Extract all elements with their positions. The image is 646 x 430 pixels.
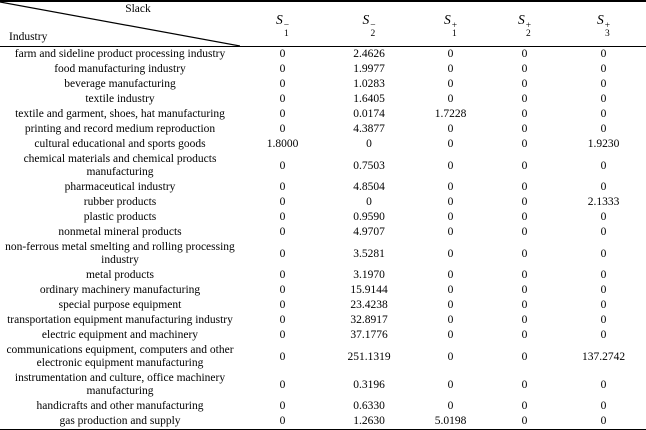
table-row xyxy=(0,225,646,240)
diagonal-header-cell xyxy=(0,1,240,47)
value-cell: 0 xyxy=(279,226,286,238)
value-cell: 0 xyxy=(366,138,372,150)
value-cell: 0 xyxy=(279,269,286,281)
industry-cell: gas production and supply xyxy=(59,415,181,427)
value-cell: 0 xyxy=(521,269,528,281)
industry-cell: ordinary machinery manufacturing xyxy=(39,284,201,296)
value-cell: 5.0198 xyxy=(434,415,467,427)
table-row xyxy=(0,62,646,77)
value-cell: 3.1970 xyxy=(353,269,385,281)
value-cell: 0.3196 xyxy=(353,378,385,391)
value-cell: 0 xyxy=(600,299,607,311)
industry-cell: electric equipment and machinery xyxy=(41,329,199,341)
table-row xyxy=(0,107,646,122)
value-cell: 0 xyxy=(521,211,528,223)
table-row xyxy=(0,47,646,63)
table-row xyxy=(0,195,646,210)
value-cell: 0 xyxy=(279,63,286,75)
value-cell: 137.2742 xyxy=(581,350,626,363)
industry-cell: metal products xyxy=(85,269,155,281)
industry-cell: nonmetal mineral products xyxy=(58,226,182,238)
table-row xyxy=(0,137,646,152)
s-symbol: S xyxy=(596,11,604,27)
value-cell: 4.3877 xyxy=(353,123,385,135)
value-cell: 0 xyxy=(447,269,454,281)
table-row xyxy=(0,414,646,430)
value-cell: 0 xyxy=(447,247,454,260)
value-cell: 0 xyxy=(521,329,528,341)
table-row xyxy=(0,283,646,298)
table-body xyxy=(0,47,646,430)
s-sub-sup: + 2 xyxy=(525,20,532,39)
s-sub-sup: + 1 xyxy=(451,20,458,39)
table-row xyxy=(0,77,646,92)
value-cell: 0 xyxy=(600,284,607,296)
value-cell: 0 xyxy=(521,400,528,412)
industry-cell: instrumentation and culture, office machinery manufacturing xyxy=(14,372,226,397)
value-cell: 0.0174 xyxy=(353,108,385,120)
value-cell: 0 xyxy=(447,226,454,238)
value-cell: 0 xyxy=(521,247,528,260)
industry-cell: non-ferrous metal smelting and rolling processing industry xyxy=(5,241,235,266)
column-header-s1minus xyxy=(240,1,325,47)
value-cell: 1.6405 xyxy=(353,93,385,105)
value-cell: 0 xyxy=(521,284,528,296)
value-cell: 0 xyxy=(521,138,528,150)
value-cell: 37.1776 xyxy=(350,329,388,341)
value-cell: 0.6330 xyxy=(353,400,385,412)
value-cell: 0 xyxy=(447,314,454,326)
corner-label-industry: Industry xyxy=(9,31,48,43)
table-row xyxy=(0,399,646,414)
value-cell: 0 xyxy=(447,329,454,341)
value-cell: 23.4238 xyxy=(350,299,388,311)
value-cell: 0 xyxy=(279,400,286,412)
value-cell: 0 xyxy=(279,350,286,363)
value-cell: 0 xyxy=(279,123,286,135)
industry-cell: communications equipment, computers and other electronic equipment manufacturing xyxy=(6,344,234,369)
industry-cell: textile industry xyxy=(85,93,155,105)
table-row xyxy=(0,240,646,268)
industry-cell: cultural educational and sports goods xyxy=(34,138,206,150)
value-cell: 1.9230 xyxy=(587,138,620,150)
value-cell: 0 xyxy=(521,93,528,105)
value-cell: 0 xyxy=(279,108,286,120)
value-cell: 0 xyxy=(447,350,454,363)
value-cell: 0 xyxy=(600,400,607,412)
value-cell: 0 xyxy=(521,314,528,326)
table-row xyxy=(0,343,646,371)
value-cell: 0 xyxy=(279,314,286,326)
value-cell: 0 xyxy=(600,329,607,341)
value-cell: 0 xyxy=(600,123,607,135)
industry-cell: handicrafts and other manufacturing xyxy=(36,400,204,412)
value-cell: 0 xyxy=(447,123,454,135)
table-row xyxy=(0,210,646,225)
industry-cell: textile and garment, shoes, hat manufacturing xyxy=(15,108,225,120)
value-cell: 2.1333 xyxy=(587,196,620,208)
table-row xyxy=(0,180,646,195)
s-symbol: S xyxy=(275,11,283,27)
value-cell: 0 xyxy=(600,108,607,120)
value-cell: 0 xyxy=(447,378,454,391)
value-cell: 0 xyxy=(521,78,528,90)
value-cell: 0 xyxy=(279,181,286,193)
table-row xyxy=(0,122,646,137)
table-row xyxy=(0,92,646,107)
value-cell: 0 xyxy=(447,78,454,90)
table-row xyxy=(0,328,646,343)
value-cell: 0 xyxy=(600,378,607,391)
table-row xyxy=(0,298,646,313)
value-cell: 0 xyxy=(447,181,454,193)
value-cell: 0 xyxy=(279,329,286,341)
value-cell: 0 xyxy=(447,48,454,60)
value-cell: 0 xyxy=(600,93,607,105)
value-cell: 2.4626 xyxy=(353,48,385,60)
value-cell: 0 xyxy=(447,284,454,296)
value-cell: 15.9144 xyxy=(350,284,388,296)
industry-cell: transportation equipment manufacturing industry xyxy=(7,314,233,326)
value-cell: 0 xyxy=(279,415,286,427)
value-cell: 0 xyxy=(279,299,286,311)
value-cell: 0 xyxy=(447,63,454,75)
value-cell: 0 xyxy=(600,78,607,90)
column-header-s2minus xyxy=(325,1,413,47)
value-cell: 0 xyxy=(600,269,607,281)
value-cell: 0 xyxy=(600,226,607,238)
table-row xyxy=(0,371,646,399)
value-cell: 0 xyxy=(521,181,528,193)
column-header-s2plus xyxy=(488,1,561,47)
s-symbol: S xyxy=(443,11,451,27)
value-cell: 1.8000 xyxy=(266,138,299,150)
value-cell: 0 xyxy=(366,196,372,208)
value-cell: 1.0283 xyxy=(353,78,385,90)
s-sub-sup: + 3 xyxy=(604,20,611,39)
table-row xyxy=(0,152,646,180)
value-cell: 1.7228 xyxy=(434,108,467,120)
table-row xyxy=(0,268,646,283)
value-cell: 0 xyxy=(447,299,454,311)
value-cell: 0 xyxy=(447,196,454,208)
value-cell: 0 xyxy=(521,378,528,391)
value-cell: 0 xyxy=(279,48,286,60)
value-cell: 4.9707 xyxy=(353,226,385,238)
value-cell: 0 xyxy=(279,93,286,105)
industry-cell: rubber products xyxy=(83,196,157,208)
value-cell: 0 xyxy=(521,159,528,172)
value-cell: 0 xyxy=(600,314,607,326)
industry-cell: farm and sideline product processing industry xyxy=(14,48,226,60)
value-cell: 0 xyxy=(447,159,454,172)
corner-label-slack: Slack xyxy=(125,3,151,15)
column-header-s3plus xyxy=(561,1,646,47)
value-cell: 0 xyxy=(600,159,607,172)
value-cell: 0 xyxy=(600,48,607,60)
value-cell: 0 xyxy=(521,48,528,60)
industry-cell: beverage manufacturing xyxy=(64,78,176,90)
value-cell: 0 xyxy=(279,78,286,90)
value-cell: 0 xyxy=(279,159,286,172)
value-cell: 0 xyxy=(279,196,286,208)
value-cell: 251.1319 xyxy=(347,350,391,363)
value-cell: 0 xyxy=(521,108,528,120)
s-symbol: S xyxy=(362,11,370,27)
value-cell: 0 xyxy=(447,211,454,223)
value-cell: 32.8917 xyxy=(350,314,388,326)
industry-cell: food manufacturing industry xyxy=(54,63,186,75)
s-sub-sup: − 2 xyxy=(370,20,376,39)
value-cell: 0 xyxy=(521,415,528,427)
value-cell: 0 xyxy=(447,93,454,105)
value-cell: 0 xyxy=(279,211,286,223)
value-cell: 3.5281 xyxy=(353,247,385,260)
value-cell: 0.9590 xyxy=(353,211,385,223)
value-cell: 0 xyxy=(600,211,607,223)
value-cell: 0 xyxy=(521,63,528,75)
value-cell: 4.8504 xyxy=(353,181,385,193)
s-symbol: S xyxy=(517,11,525,27)
value-cell: 0 xyxy=(279,284,286,296)
value-cell: 0 xyxy=(521,123,528,135)
industry-cell: special purpose equipment xyxy=(58,299,182,311)
value-cell: 0 xyxy=(447,400,454,412)
industry-cell: plastic products xyxy=(83,211,157,223)
value-cell: 0 xyxy=(521,196,528,208)
value-cell: 1.9977 xyxy=(353,63,385,75)
value-cell: 0.7503 xyxy=(353,159,385,172)
value-cell: 0 xyxy=(600,415,607,427)
industry-cell: chemical materials and chemical products manufacturing xyxy=(23,153,217,178)
value-cell: 0 xyxy=(447,138,454,150)
table-row xyxy=(0,313,646,328)
value-cell: 0 xyxy=(600,181,607,193)
column-header-s1plus xyxy=(413,1,488,47)
header-row xyxy=(0,1,646,47)
industry-cell: printing and record medium reproduction xyxy=(24,123,216,135)
value-cell: 0 xyxy=(600,247,607,260)
s-sub-sup: − 1 xyxy=(283,20,290,39)
value-cell: 0 xyxy=(521,350,528,363)
value-cell: 0 xyxy=(521,226,528,238)
value-cell: 0 xyxy=(279,378,286,391)
value-cell: 1.2630 xyxy=(353,415,385,427)
value-cell: 0 xyxy=(279,247,286,260)
value-cell: 0 xyxy=(521,299,528,311)
value-cell: 0 xyxy=(600,63,607,75)
industry-cell: pharmaceutical industry xyxy=(64,181,176,193)
